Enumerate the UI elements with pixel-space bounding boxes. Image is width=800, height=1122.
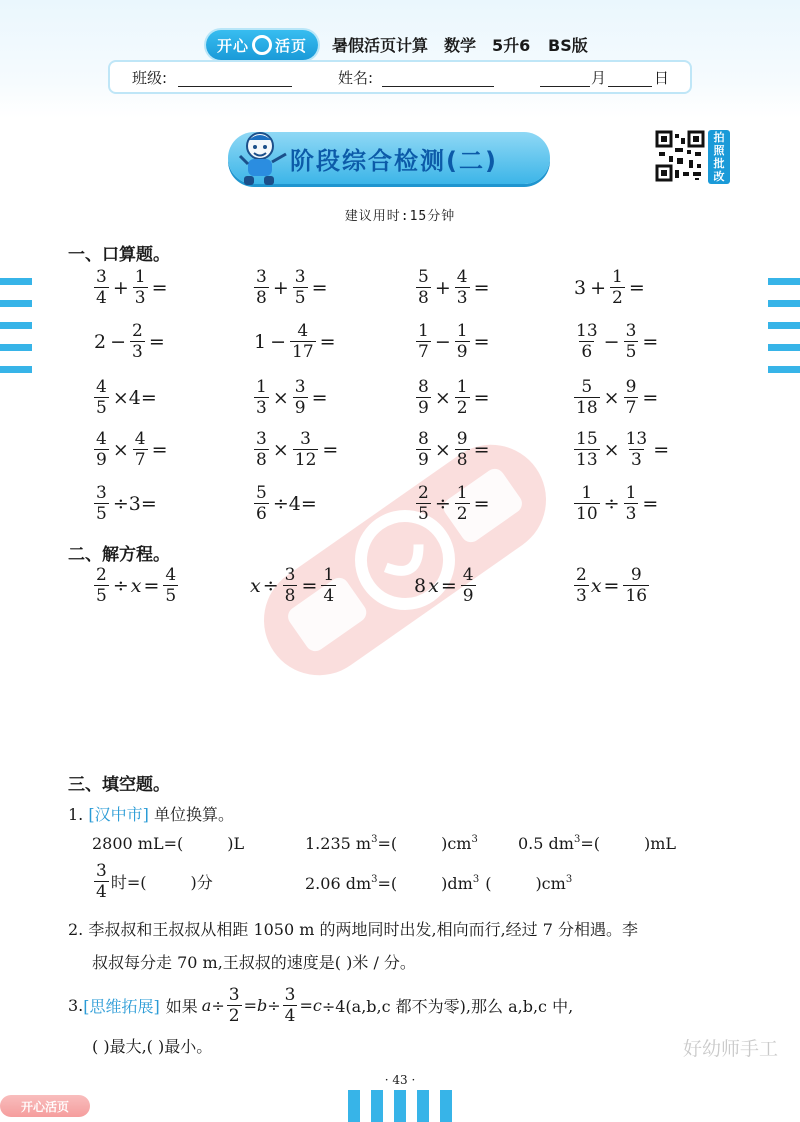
conversion-text: =( [377, 834, 398, 853]
operator: = [473, 438, 490, 461]
qr-label-char: 批 [713, 157, 725, 170]
region-tag: [汉中市] [88, 805, 149, 824]
denominator: 7 [625, 398, 637, 419]
arithmetic-problem[interactable] [92, 430, 170, 470]
denominator: 7 [134, 450, 146, 471]
operator: = [301, 574, 318, 597]
variable: x [590, 574, 602, 597]
question-3-line2[interactable]: ( )最大,( )最小。 [92, 1037, 213, 1056]
equation-problem[interactable] [572, 566, 651, 606]
conversion-text: 2800 mL=( [92, 834, 184, 853]
name-field[interactable] [382, 86, 494, 87]
question-number: 2. [68, 920, 84, 939]
denominator: 3 [625, 504, 637, 525]
denominator: 4 [323, 586, 335, 607]
denominator: 8 [256, 450, 267, 471]
arithmetic-problem[interactable] [252, 378, 330, 418]
arithmetic-problem[interactable] [252, 322, 338, 362]
denominator: 8 [284, 586, 296, 607]
denominator: 4 [284, 1006, 296, 1027]
numerator: 5 [256, 483, 267, 503]
question-text: 李叔叔和王叔叔从相距 1050 m 的两地同时出发,相向而行,经过 7 分相遇。李 [88, 920, 639, 939]
fraction [461, 566, 476, 606]
denominator: 3 [132, 342, 143, 363]
denominator: 8 [456, 450, 468, 471]
fraction [227, 986, 242, 1026]
fraction [416, 430, 431, 470]
suggested-time: 建议用时:15分钟 [344, 209, 456, 224]
variable: x [428, 574, 439, 597]
arithmetic-problem[interactable] [414, 322, 492, 362]
operator: = [473, 386, 490, 409]
side-stripe [768, 366, 800, 373]
fraction [574, 322, 600, 362]
operator: − [603, 330, 620, 353]
fraction [94, 484, 109, 524]
fraction [94, 862, 109, 902]
equation-problem[interactable] [250, 566, 338, 606]
fraction [163, 566, 178, 606]
fraction [293, 378, 308, 418]
name-label: 姓名: [338, 69, 374, 87]
numerator: 9 [630, 565, 642, 585]
side-stripe [0, 344, 32, 351]
numerator: 1 [323, 565, 335, 585]
operator: × [434, 438, 451, 461]
fraction [293, 430, 319, 470]
operator: − [434, 330, 451, 353]
conversion-unit: )cm [441, 834, 472, 853]
numerator: 3 [284, 565, 296, 585]
fraction [130, 322, 145, 362]
conversion-text: 1.235 m [305, 834, 372, 853]
fraction [94, 378, 109, 418]
operator: ÷3= [112, 492, 157, 515]
qr-label-char: 改 [713, 170, 725, 183]
arithmetic-problem[interactable] [572, 378, 660, 418]
denominator: 2 [456, 398, 468, 419]
fraction [283, 566, 298, 606]
question-3 [68, 986, 573, 1026]
arithmetic-problem[interactable] [252, 268, 330, 308]
operator: = [311, 276, 328, 299]
denominator: 5 [96, 504, 107, 525]
numerator: 3 [294, 377, 306, 397]
numerator: 1 [456, 321, 468, 341]
numerator: 9 [456, 429, 468, 449]
operator: × [272, 438, 289, 461]
denominator: 17 [292, 342, 314, 363]
arithmetic-problem[interactable] [414, 484, 492, 524]
fraction [293, 268, 308, 308]
numerator: 1 [612, 267, 623, 287]
fraction [624, 322, 639, 362]
watermark-text: 好幼师手工 [682, 1038, 778, 1060]
operator: + [112, 276, 129, 299]
section-heading: 三、填空题。 [68, 775, 170, 795]
smile-icon [252, 35, 272, 55]
denominator: 6 [256, 504, 267, 525]
denominator: 10 [576, 504, 598, 525]
fraction [624, 378, 639, 418]
qr-label-char: 照 [713, 144, 725, 157]
edition: BS版 [548, 36, 588, 55]
operator: + [590, 276, 607, 299]
numerator: 1 [625, 483, 637, 503]
operator: = [322, 438, 339, 461]
variable: b [256, 996, 268, 1016]
denominator: 8 [256, 288, 267, 309]
fraction [133, 268, 148, 308]
denominator: 8 [418, 288, 429, 309]
operator: = [148, 330, 165, 353]
fraction [574, 430, 600, 470]
conversion-unit: )dm [441, 874, 473, 893]
operator: = [473, 276, 490, 299]
numerator: 2 [96, 565, 107, 585]
class-label: 班级: [132, 69, 168, 87]
unit-conversion-e[interactable] [305, 874, 572, 893]
region-tag: [思维拓展] [83, 997, 160, 1017]
numerator: 3 [256, 429, 267, 449]
operator: 3 [574, 276, 587, 299]
arithmetic-problem[interactable] [92, 378, 159, 418]
denominator: 9 [96, 450, 107, 471]
brand-logo [206, 30, 318, 60]
arithmetic-problem[interactable] [92, 322, 167, 362]
numerator: 3 [294, 267, 306, 287]
denominator: 5 [294, 288, 306, 309]
denominator: 6 [581, 342, 593, 363]
operator: ÷ [112, 574, 129, 597]
arithmetic-problem[interactable] [572, 484, 660, 524]
fraction [574, 378, 600, 418]
conversion-text: 时=( [110, 873, 147, 893]
numerator: 8 [418, 429, 429, 449]
numerator: 2 [576, 565, 587, 585]
section-heading: 二、解方程。 [68, 545, 170, 565]
operator: ÷4= [272, 492, 317, 515]
denominator: 3 [256, 398, 267, 419]
exponent: 3 [565, 874, 573, 885]
denominator: 5 [165, 586, 177, 607]
question-number: 1. [68, 805, 84, 824]
brand-text-a: 开心 [216, 36, 249, 55]
numerator: 4 [165, 565, 177, 585]
exponent: 3 [471, 834, 478, 845]
denominator: 16 [625, 586, 648, 607]
numerator: 13 [625, 429, 648, 449]
arithmetic-problem[interactable] [252, 484, 319, 524]
numerator: 5 [418, 267, 429, 287]
numerator: 3 [96, 861, 107, 881]
denominator: 7 [418, 342, 429, 363]
denominator: 2 [456, 504, 468, 525]
fraction [455, 268, 470, 308]
series-name: 暑假活页计算 [332, 36, 429, 55]
question-text: 单位换算。 [153, 805, 234, 824]
numerator: 2 [132, 321, 143, 341]
fraction [416, 484, 431, 524]
operator: = [473, 330, 490, 353]
operator: ÷ [434, 492, 451, 515]
numerator: 13 [576, 321, 598, 341]
numerator: 3 [256, 267, 267, 287]
operator: = [151, 438, 168, 461]
variable: x [130, 574, 142, 597]
day-label: 日 [654, 69, 670, 87]
numerator: 4 [462, 565, 474, 585]
month-label: 月 [591, 69, 607, 87]
fraction [416, 268, 431, 308]
denominator: 9 [418, 398, 429, 419]
side-stripe [0, 278, 32, 285]
variable: c [312, 996, 322, 1016]
qr-code-icon[interactable] [655, 130, 705, 182]
denominator: 5 [418, 504, 429, 525]
operator: = [603, 574, 620, 597]
page-number: · 43 · [384, 1073, 416, 1087]
numerator: 8 [418, 377, 429, 397]
side-stripe [0, 322, 32, 329]
conversion-unit: )cm [535, 874, 566, 893]
operator: − [270, 330, 287, 353]
arithmetic-problem[interactable] [414, 268, 492, 308]
operator: + [272, 276, 289, 299]
fraction [254, 378, 269, 418]
equation-problem[interactable] [412, 566, 478, 606]
numerator: 3 [96, 483, 107, 503]
fraction [455, 378, 470, 418]
numerator: 3 [284, 985, 296, 1005]
operator: × [603, 438, 620, 461]
side-stripe [0, 366, 32, 373]
fraction [455, 430, 470, 470]
side-stripe [768, 278, 800, 285]
fraction [455, 322, 470, 362]
operator: ÷ [603, 492, 620, 515]
side-stripe [768, 300, 800, 307]
operator: = [319, 330, 336, 353]
brand-text-b: 活页 [275, 36, 308, 55]
numerator: 9 [625, 377, 637, 397]
fraction [623, 566, 649, 606]
conversion-unit: )分 [190, 873, 213, 893]
operator: = [653, 438, 670, 461]
operator: × [603, 386, 620, 409]
operator: = [642, 330, 659, 353]
denominator: 13 [576, 450, 598, 471]
fraction [624, 430, 650, 470]
operator: × [112, 438, 129, 461]
denominator: 9 [462, 586, 474, 607]
fraction [290, 322, 316, 362]
arithmetic-problem[interactable] [92, 484, 159, 524]
unit-conversion-d[interactable] [92, 862, 213, 902]
fraction [574, 566, 589, 606]
denominator: 9 [294, 398, 306, 419]
denominator: 9 [418, 450, 429, 471]
numerator: 15 [576, 429, 598, 449]
operator: 2 [94, 330, 107, 353]
side-stripe [0, 300, 32, 307]
operator: = [628, 276, 645, 299]
numerator: 1 [581, 483, 593, 503]
numerator: 5 [581, 377, 593, 397]
numerator: 4 [96, 429, 107, 449]
question-1 [68, 802, 234, 825]
denominator: 3 [576, 586, 587, 607]
side-stripe [768, 322, 800, 329]
numerator: 2 [418, 483, 429, 503]
fraction [321, 566, 336, 606]
grade: 5升6 [492, 36, 531, 55]
numerator: 1 [134, 267, 146, 287]
operator: = [243, 996, 257, 1016]
operator: × [272, 386, 289, 409]
question-number: 3. [68, 996, 84, 1016]
fraction [254, 430, 269, 470]
numerator: 3 [625, 321, 637, 341]
month-field[interactable] [540, 86, 590, 87]
numerator: 1 [256, 377, 267, 397]
arithmetic-problem[interactable] [572, 430, 671, 470]
header-background [0, 0, 800, 118]
arithmetic-problem[interactable] [572, 322, 660, 362]
unit-conversion-a[interactable] [92, 834, 244, 853]
day-field[interactable] [608, 86, 652, 87]
fraction [94, 566, 109, 606]
denominator: 4 [96, 882, 107, 903]
fraction [254, 268, 269, 308]
operator: − [110, 330, 127, 353]
fraction [455, 484, 470, 524]
page-title: 阶段综合检测(二) [290, 146, 498, 175]
conversion-unit: )mL [643, 834, 677, 853]
fraction [416, 322, 431, 362]
variable: a [201, 996, 212, 1016]
denominator: 5 [96, 398, 107, 419]
fraction [133, 430, 148, 470]
operator: = [642, 492, 659, 515]
conversion-unit: )L [227, 834, 245, 853]
side-stripe [768, 344, 800, 351]
arithmetic-problem[interactable] [252, 430, 340, 470]
conversion-text: 2.06 dm [305, 874, 372, 893]
operator: × [434, 386, 451, 409]
numerator: 1 [418, 321, 429, 341]
numerator: 4 [96, 377, 107, 397]
question-text: 如果 [165, 997, 198, 1017]
conversion-text: 0.5 dm [518, 834, 574, 853]
denominator: 2 [228, 1006, 240, 1027]
variable: x [250, 574, 261, 597]
unit-conversion-b[interactable] [305, 834, 478, 853]
operator: = [151, 276, 168, 299]
numerator: 3 [96, 267, 107, 287]
denominator: 2 [612, 288, 623, 309]
operator: = [440, 574, 457, 597]
numerator: 1 [456, 377, 468, 397]
numerator: 3 [228, 985, 240, 1005]
footer-bars-decoration [348, 1090, 452, 1122]
operator: = [642, 386, 659, 409]
fraction [574, 484, 600, 524]
operator: ÷ [211, 996, 225, 1016]
denominator: 5 [96, 586, 107, 607]
unit-conversion-c[interactable] [518, 834, 676, 853]
numerator: 3 [300, 429, 311, 449]
footer-brand-logo: 开心活页 [0, 1095, 90, 1117]
scan-to-grade-label[interactable] [708, 130, 730, 184]
question-2-line2[interactable]: 叔叔每分走 70 m,王叔叔的速度是( )米 / 分。 [92, 953, 416, 972]
arithmetic-problem[interactable] [572, 268, 647, 308]
operator: = [299, 996, 313, 1016]
numerator: 4 [297, 321, 309, 341]
fraction [610, 268, 625, 308]
arithmetic-problem[interactable] [92, 268, 170, 308]
numerator: 4 [456, 267, 468, 287]
numerator: 1 [456, 483, 468, 503]
conversion-text: ( [485, 874, 492, 893]
operator: = [473, 492, 490, 515]
section-heading: 一、口算题。 [68, 245, 170, 265]
denominator: 9 [456, 342, 468, 363]
denominator: 4 [96, 288, 107, 309]
denominator: 3 [630, 450, 642, 471]
denominator: 3 [456, 288, 468, 309]
operator: ÷ [267, 996, 281, 1016]
fraction [94, 430, 109, 470]
operator: = [311, 386, 328, 409]
class-field[interactable] [178, 86, 292, 87]
operator: 8 [414, 574, 427, 597]
fraction [254, 484, 269, 524]
mascot-icon [232, 128, 288, 188]
fraction [94, 268, 109, 308]
arithmetic-problem[interactable] [414, 378, 492, 418]
question-text: ÷4(a,b,c 都不为零),那么 a,b,c 中, [321, 997, 574, 1017]
denominator: 18 [576, 398, 598, 419]
numerator: 4 [134, 429, 146, 449]
exponent: 3 [371, 834, 378, 845]
denominator: 3 [134, 288, 146, 309]
question-2 [68, 917, 638, 940]
denominator: 5 [625, 342, 637, 363]
denominator: 12 [294, 450, 317, 471]
fraction [624, 484, 639, 524]
conversion-text: =( [580, 834, 600, 853]
fraction [283, 986, 298, 1026]
conversion-text: =( [377, 874, 398, 893]
operator: = [143, 574, 160, 597]
operator: ÷ [262, 574, 279, 597]
exponent: 3 [371, 874, 378, 885]
subject: 数学 [444, 36, 477, 55]
equation-problem[interactable] [92, 566, 180, 606]
exponent: 3 [573, 834, 581, 845]
fraction [416, 378, 431, 418]
qr-label-char: 拍 [713, 131, 725, 144]
operator: + [434, 276, 451, 299]
arithmetic-problem[interactable] [414, 430, 492, 470]
exponent: 3 [472, 874, 480, 885]
operator: 1 [254, 330, 267, 353]
operator: ×4= [112, 386, 157, 409]
